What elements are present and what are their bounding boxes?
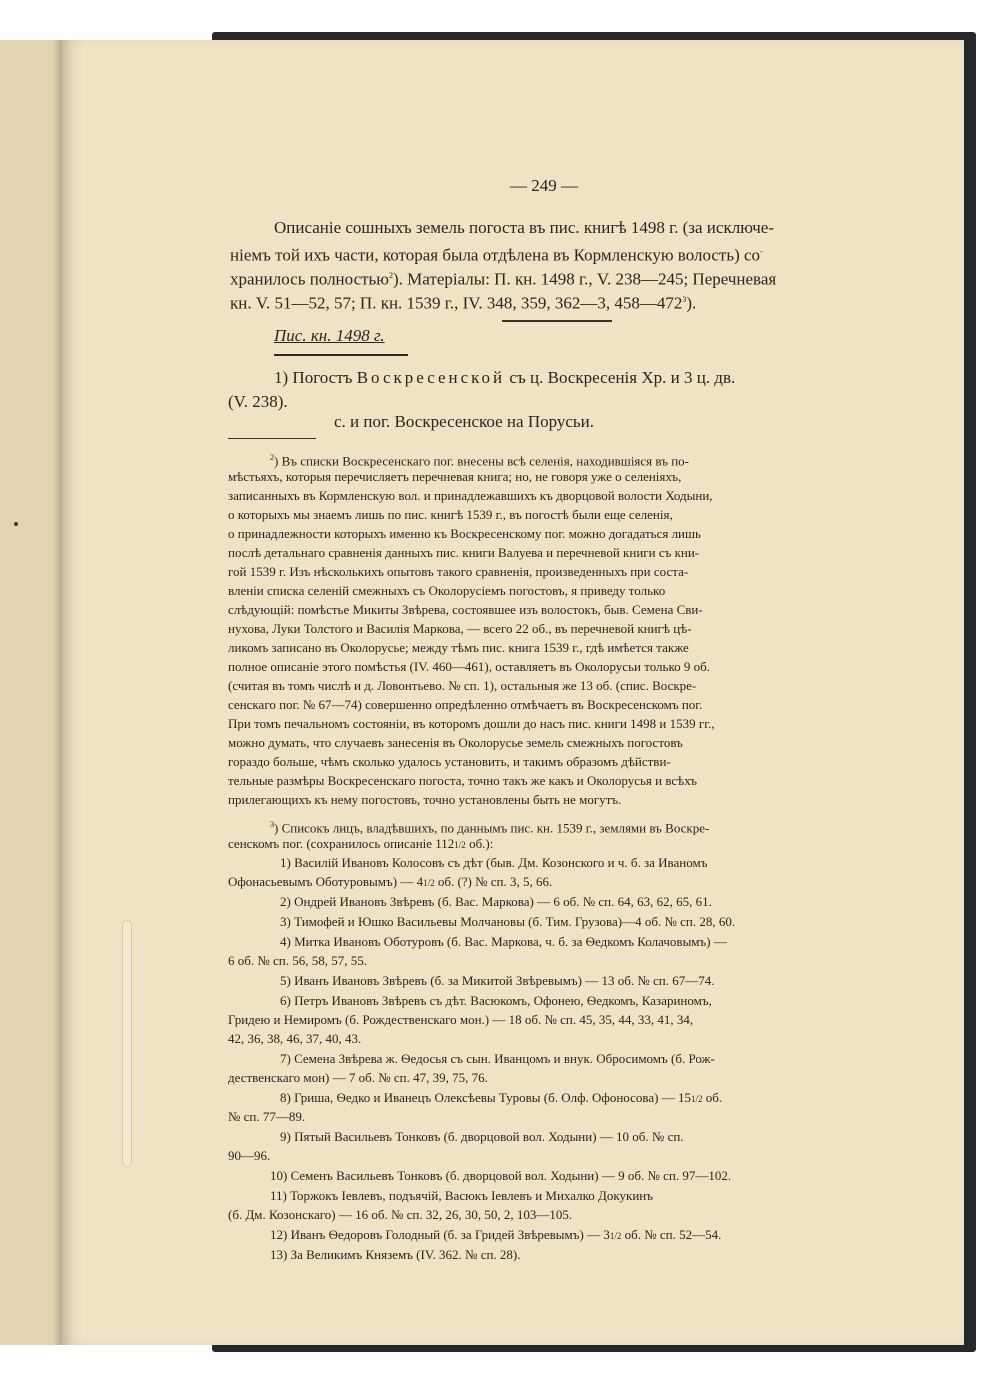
owner-line: 42, 36, 38, 46, 37, 40, 43. <box>228 1031 362 1046</box>
footnote-line: полное описаніе этого помѣстья (IV. 460—461), оставляетъ въ Околорусьи только 9 об. <box>228 659 710 674</box>
footnote-line: записанныхъ въ Кормленскую вол. и принадлежавшихъ къ дворцовой волости Ходыни, <box>228 488 713 503</box>
owner-line: 2) Ондрей Ивановъ Звѣревъ (б. Вас. Маркова) — 6 об. № сп. 64, 63, 62, 65, 61. <box>280 894 712 909</box>
owner-line <box>280 1088 722 1109</box>
footnote-line: послѣ детальнаго сравненія данныхъ пис. книги Валуева и перечневой книги съ кни- <box>228 545 700 560</box>
owner-line: 11) Торжокъ Іевлевъ, подъячій, Васюкъ Іевлевъ и Михалко Докукинъ <box>270 1188 653 1203</box>
footnote-line: о принадлежности которыхъ именно къ Воскресенскому пог. можно догадаться лишь <box>228 526 701 541</box>
page-number: — 249 — <box>510 176 578 195</box>
footnote-line: (считая въ томъ числѣ и д. Ловонтьево. № сп. 1), остальныя же 13 об. (спис. Воскре- <box>228 678 697 693</box>
owner-line: дественскаго мон) — 7 об. № сп. 47, 39, 75, 76. <box>228 1070 488 1085</box>
footnote-ref: 2 <box>389 271 394 280</box>
entry-line <box>274 368 735 388</box>
owner-line: (б. Дм. Козонскаго) — 16 об. № сп. 32, 26, 30, 50, 2, 103—105. <box>228 1207 573 1222</box>
owner-line: 1) Василій Ивановъ Колосовъ съ дѣт (быв. Дм. Козонского и ч. б. за Иваномъ <box>280 855 708 870</box>
owner-line: № сп. 77—89. <box>228 1109 306 1124</box>
footnote-line: мѣстьяхъ, которыя перечисляетъ перечневая книга; но, не говоря уже о селеніяхъ, <box>228 469 682 484</box>
footnote-line: о которыхъ мы знаемъ лишь по пис. книгѣ 1539 г., въ погостѣ были еще селенія, <box>228 507 673 522</box>
owner-line: 7) Семена Звѣрева ж. Ѳедосья съ сын. Иванцомъ и внук. Обросимомъ (б. Рож- <box>280 1051 715 1066</box>
subheading-underline <box>274 354 408 356</box>
fraction: 1/2 <box>690 1094 703 1104</box>
owner-text: Офонасьевымъ Оботуровымъ) — 4 <box>228 874 424 889</box>
footnote-line: сенскаго пог. № 67—74) совершенно опредѣленно отмѣчаетъ въ Воскресенскомъ пог. <box>228 697 703 712</box>
owner-text: об. № сп. 52—54. <box>621 1227 722 1242</box>
entry-number: 1) Погостъ <box>274 368 353 387</box>
heading-text: ). <box>686 293 697 313</box>
owner-text: 12) Иванъ Ѳедоровъ Голодный (б. за Гридей Звѣревымъ) — 3 <box>270 1227 610 1242</box>
footnote-line: тельные размѣры Воскресенскаго погоста, точно такъ же какъ и Околорусья и всѣхъ <box>228 773 697 788</box>
owner-text: об. (?) № сп. 3, 5, 66. <box>434 874 553 889</box>
heading-text: ніемъ той ихъ части, которая была отдѣлена въ Кормленскую волость) со <box>230 245 761 265</box>
gutter-shadow <box>52 40 62 1345</box>
footnote-line: гой 1539 г. Изъ нѣсколькихъ опытовъ такого сравненія, произведенныхъ при соста- <box>228 564 689 579</box>
footnote-line: вленіи списка селеній смежныхъ съ Околорусіемъ погостовъ, я приведу только <box>228 583 666 598</box>
owner-line: 10) Семенъ Васильевъ Тонковъ (б. дворцовой вол. Ходыни) — 9 об. № сп. 97—102. <box>270 1168 732 1183</box>
owner-text: об. <box>702 1090 723 1105</box>
heading-text: кн. V. 51—52, 57; П. кн. 1539 г., IV. 348, 359, 362—3, 458—472 <box>230 293 683 313</box>
footnote-text: об.): <box>465 836 494 851</box>
footnote-mark: 2 <box>270 453 274 462</box>
page-crease <box>122 920 132 1167</box>
owner-line <box>228 872 552 893</box>
footnote-line: нухова, Луки Толстого и Василія Маркова, — всего 22 об., въ перечневой книгѣ цѣ- <box>228 621 692 636</box>
heading-text: ). Матеріалы: П. кн. 1498 г., V. 238—245; Перечневая <box>393 269 777 289</box>
entry-text: съ ц. Воскресенія Хр. и 3 ц. дв. <box>509 368 736 387</box>
fraction: 1/2 <box>454 840 466 850</box>
footnote-line: ликомъ записано въ Околорусье; между тѣмъ пис. книга 1539 г., гдѣ имѣется также <box>228 640 689 655</box>
owner-text: 8) Гриша, Ѳедко и Иванецъ Олексѣевы Туровы (б. Олф. Офоносова) — 15 <box>280 1090 691 1105</box>
footnote-line: прилегающихъ къ нему погостовъ, точно установлены быть не могутъ. <box>228 792 622 807</box>
left-page-edge <box>0 40 63 1345</box>
pogost-name: Воскресенской <box>356 368 506 387</box>
footnote-mark: 3 <box>270 820 274 829</box>
section-subheading: Пис. кн. 1498 г. <box>274 326 385 345</box>
owner-line <box>270 1225 721 1246</box>
fraction: 1/2 <box>609 1231 622 1241</box>
owner-line: Гридею и Немиромъ (б. Рождественскаго мон.) — 18 об. № сп. 45, 35, 44, 33, 41, 34, <box>228 1012 694 1027</box>
footnote-line <box>228 834 493 855</box>
heading-line <box>230 288 696 316</box>
divider-rule <box>502 320 612 322</box>
margin-dot <box>14 522 18 526</box>
owner-line: 4) Митка Ивановъ Оботуровъ (б. Вас. Маркова, ч. б. за Ѳедкомъ Колачовымъ) — <box>280 934 727 949</box>
footnote-text: ) Въ списки Воскресенскаго пог. внесены всѣ селенія, находившіяся въ по- <box>274 453 689 469</box>
owner-line: 3) Тимофей и Юшко Васильевы Молчановы (б. Тим. Грузова)—4 об. № сп. 28, 60. <box>280 914 736 929</box>
owner-line: 9) Пятый Васильевъ Тонковъ (б. дворцовой вол. Ходыни) — 10 об. № сп. <box>280 1129 684 1144</box>
page <box>62 40 964 1345</box>
owner-line: 6 об. № сп. 56, 58, 57, 55. <box>228 953 367 968</box>
heading-line: Описаніе сошныхъ земель погоста въ пис. книгѣ 1498 г. (за исключе- <box>274 218 774 237</box>
heading-text: хранилось полностью <box>230 269 390 289</box>
footnote-line: При томъ печальномъ состояніи, въ которомъ дошли до насъ пис. книги 1498 и 1539 гг., <box>228 716 715 731</box>
footnote-line: можно думать, что случаевъ занесенія въ Околорусье земель смежныхъ погостовъ <box>228 735 683 750</box>
footnote-line: гораздо больше, чѣмъ сколько удалось установить, и такимъ образомъ дѣйстви- <box>228 754 671 769</box>
footnote-text: ) Списокъ лицъ, владѣвшихъ, по даннымъ пис. кн. 1539 г., землями въ Воскре- <box>274 820 710 836</box>
heading-hyphen: - <box>760 247 763 256</box>
owner-line: 13) За Великимъ Княземъ (IV. 362. № сп. 28). <box>270 1247 521 1262</box>
footnote-text: сенскомъ пог. (сохранилось описаніе 112 <box>228 836 455 851</box>
entry-reference: (V. 238). <box>228 392 288 411</box>
owner-line: 6) Петръ Ивановъ Звѣревъ съ дѣт. Васюкомъ, Офонею, Ѳедкомъ, Казариномъ, <box>280 993 712 1008</box>
footnote-line: слѣдующій: помѣстье Микиты Звѣрева, состоявшее изъ волостокъ, быв. Семена Сви- <box>228 602 703 617</box>
owner-line: 90—96. <box>228 1148 271 1163</box>
footnote-rule <box>228 438 316 439</box>
village-name: с. и пог. Воскресенское на Порусьи. <box>334 412 595 431</box>
footnote-ref: 3 <box>682 295 687 304</box>
fraction: 1/2 <box>423 878 435 888</box>
owner-line: 5) Иванъ Ивановъ Звѣревъ (б. за Микитой Звѣревымъ) — 13 об. № сп. 67—74. <box>280 973 715 988</box>
